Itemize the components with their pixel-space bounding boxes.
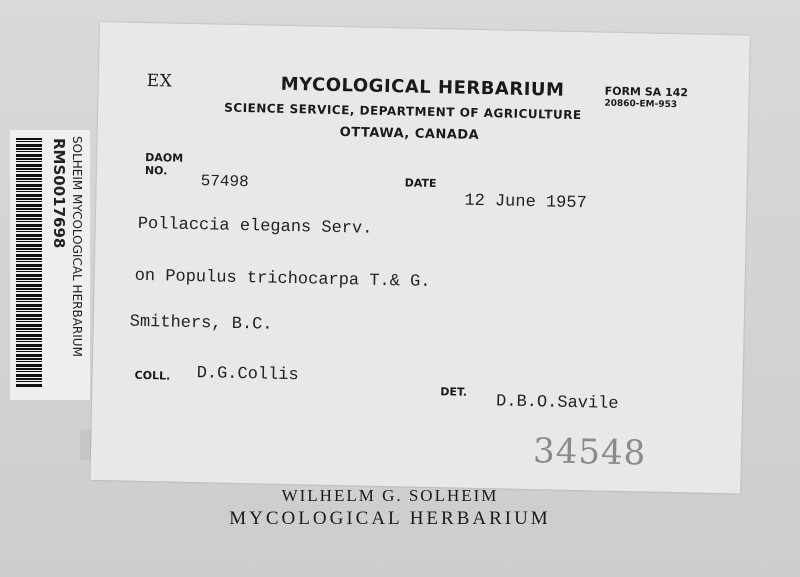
determiner-label: DET.: [440, 385, 468, 399]
no-label: NO.: [144, 163, 168, 178]
department-subtitle: SCIENCE SERVICE, DEPARTMENT OF AGRICULTURE: [224, 100, 582, 123]
barcode-institution: SOLHEIM MYCOLOGICAL HERBARIUM: [70, 136, 84, 357]
collector-label: COLL.: [134, 368, 171, 383]
form-number: FORM SA 142: [604, 84, 689, 100]
collector-name: D.G.Collis: [196, 364, 299, 386]
date-label: DATE: [404, 176, 437, 191]
location-line: OTTAWA, CANADA: [339, 125, 480, 143]
form-code: 20860-EM-953: [604, 98, 678, 111]
barcode-card: [10, 130, 90, 400]
daom-label: DAOM: [145, 150, 184, 165]
footer-herbarium-name: MYCOLOGICAL HERBARIUM: [229, 508, 551, 529]
footer-herbarium-owner: WILHELM G. SOLHEIM: [281, 486, 499, 505]
accession-stamp: 34548: [532, 431, 647, 474]
collection-date: 12 June 1957: [464, 191, 587, 214]
barcode-icon: [16, 138, 42, 388]
locality: Smithers, B.C.: [129, 312, 273, 335]
host-plant: on Populus trichocarpa T.& G.: [134, 266, 431, 292]
daom-number: 57498: [200, 172, 249, 192]
ex-label: EX: [146, 70, 173, 92]
specimen-label: [90, 22, 749, 494]
determiner-name: D.B.O.Savile: [495, 392, 619, 414]
barcode-number: RMS0017698: [50, 138, 68, 249]
herbarium-title: MYCOLOGICAL HERBARIUM: [280, 73, 565, 101]
species-name: Pollaccia elegans Serv.: [137, 214, 373, 239]
